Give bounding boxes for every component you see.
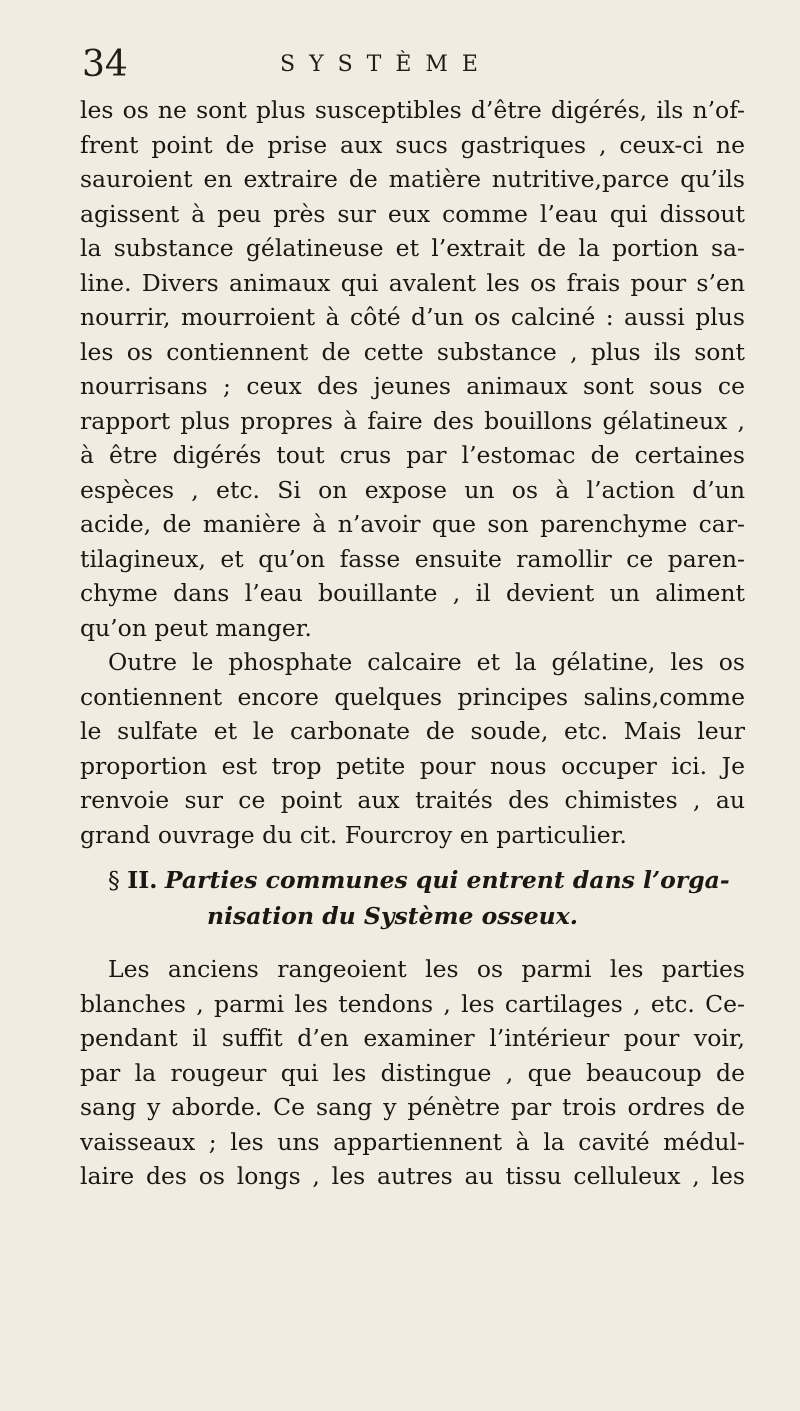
text-line: Les anciens rangeoient les os parmi les parties <box>108 955 745 983</box>
page-number: 34 <box>82 44 128 85</box>
text-line: blanches , parmi les tendons , les cartilages , etc. Ce- <box>80 989 745 1018</box>
text-line: frent point de prise aux sucs gastriques , ceux-ci ne <box>80 130 745 159</box>
text-line: par la rougeur qui les distingue , que beaucoup de <box>80 1058 745 1087</box>
text-line: renvoie sur ce point aux traités des chimistes , au <box>80 786 745 814</box>
text-line: sauroient en extraire de matière nutritive,parce qu’ils <box>80 165 745 193</box>
text-line: les os ne sont plus susceptibles d’être digérés, ils n’of- <box>80 96 745 124</box>
paragraph-3 <box>80 952 745 1194</box>
section-heading-line-2 <box>80 898 745 934</box>
text-line: grand ouvrage du cit. Fourcroy en particulier. <box>80 820 627 849</box>
text-line: à être digérés tout crus par l’estomac de certaines <box>80 441 745 469</box>
section-number: II. <box>127 866 158 894</box>
section-heading-line-1 <box>80 862 745 898</box>
section-title-part-1: Parties communes qui entrent dans l’orga- <box>164 866 730 894</box>
section-title-part-2: nisation du Système osseux. <box>207 902 578 930</box>
paragraph-2 <box>80 645 745 852</box>
text-line: les os contiennent de cette substance , plus ils sont <box>80 337 745 366</box>
section-heading <box>80 862 745 934</box>
section-mark: § <box>108 866 120 894</box>
text-line: agissent à peu près sur eux comme l’eau qui dissout <box>80 199 745 228</box>
text-line: vaisseaux ; les uns appartiennent à la cavité médul- <box>80 1127 745 1156</box>
spacer <box>80 934 745 952</box>
text-line: sang y aborde. Ce sang y pénètre par trois ordres de <box>80 1093 745 1121</box>
text-line: nourrir, mourroient à côté d’un os calciné : aussi plus <box>80 303 745 331</box>
text-line: acide, de manière à n’avoir que son parenchyme car- <box>80 510 745 538</box>
text-line: line. Divers animaux qui avalent les os frais pour s’en <box>80 268 745 297</box>
text-line: proportion est trop petite pour nous occuper ici. Je <box>80 751 745 780</box>
text-line: chyme dans l’eau bouillante , il devient un aliment <box>80 579 745 607</box>
page-header <box>80 38 745 88</box>
text-line: contiennent encore quelques principes salins,comme <box>80 682 745 711</box>
text-line: espèces , etc. Si on expose un os à l’action d’un <box>80 475 745 504</box>
text-line: pendant il suffit d’en examiner l’intérieur pour voir, <box>80 1024 745 1052</box>
text-line: nourrisans ; ceux des jeunes animaux sont sous ce <box>80 372 745 400</box>
paragraph-1 <box>80 93 745 645</box>
body-text <box>80 93 745 1194</box>
text-line: le sulfate et le carbonate de soude, etc. Mais leur <box>80 717 745 745</box>
text-line: laire des os longs , les autres au tissu celluleux , les <box>80 1162 745 1190</box>
text-line: Outre le phosphate calcaire et la gélatine, les os <box>108 648 745 676</box>
text-line: rapport plus propres à faire des bouillons gélatineux , <box>80 406 745 435</box>
running-head: SYSTÈME <box>280 52 492 77</box>
text-line: la substance gélatineuse et l’extrait de la portion sa- <box>80 234 745 262</box>
text-line: tilagineux, et qu’on fasse ensuite ramollir ce paren- <box>80 544 745 573</box>
text-line: qu’on peut manger. <box>80 613 312 642</box>
